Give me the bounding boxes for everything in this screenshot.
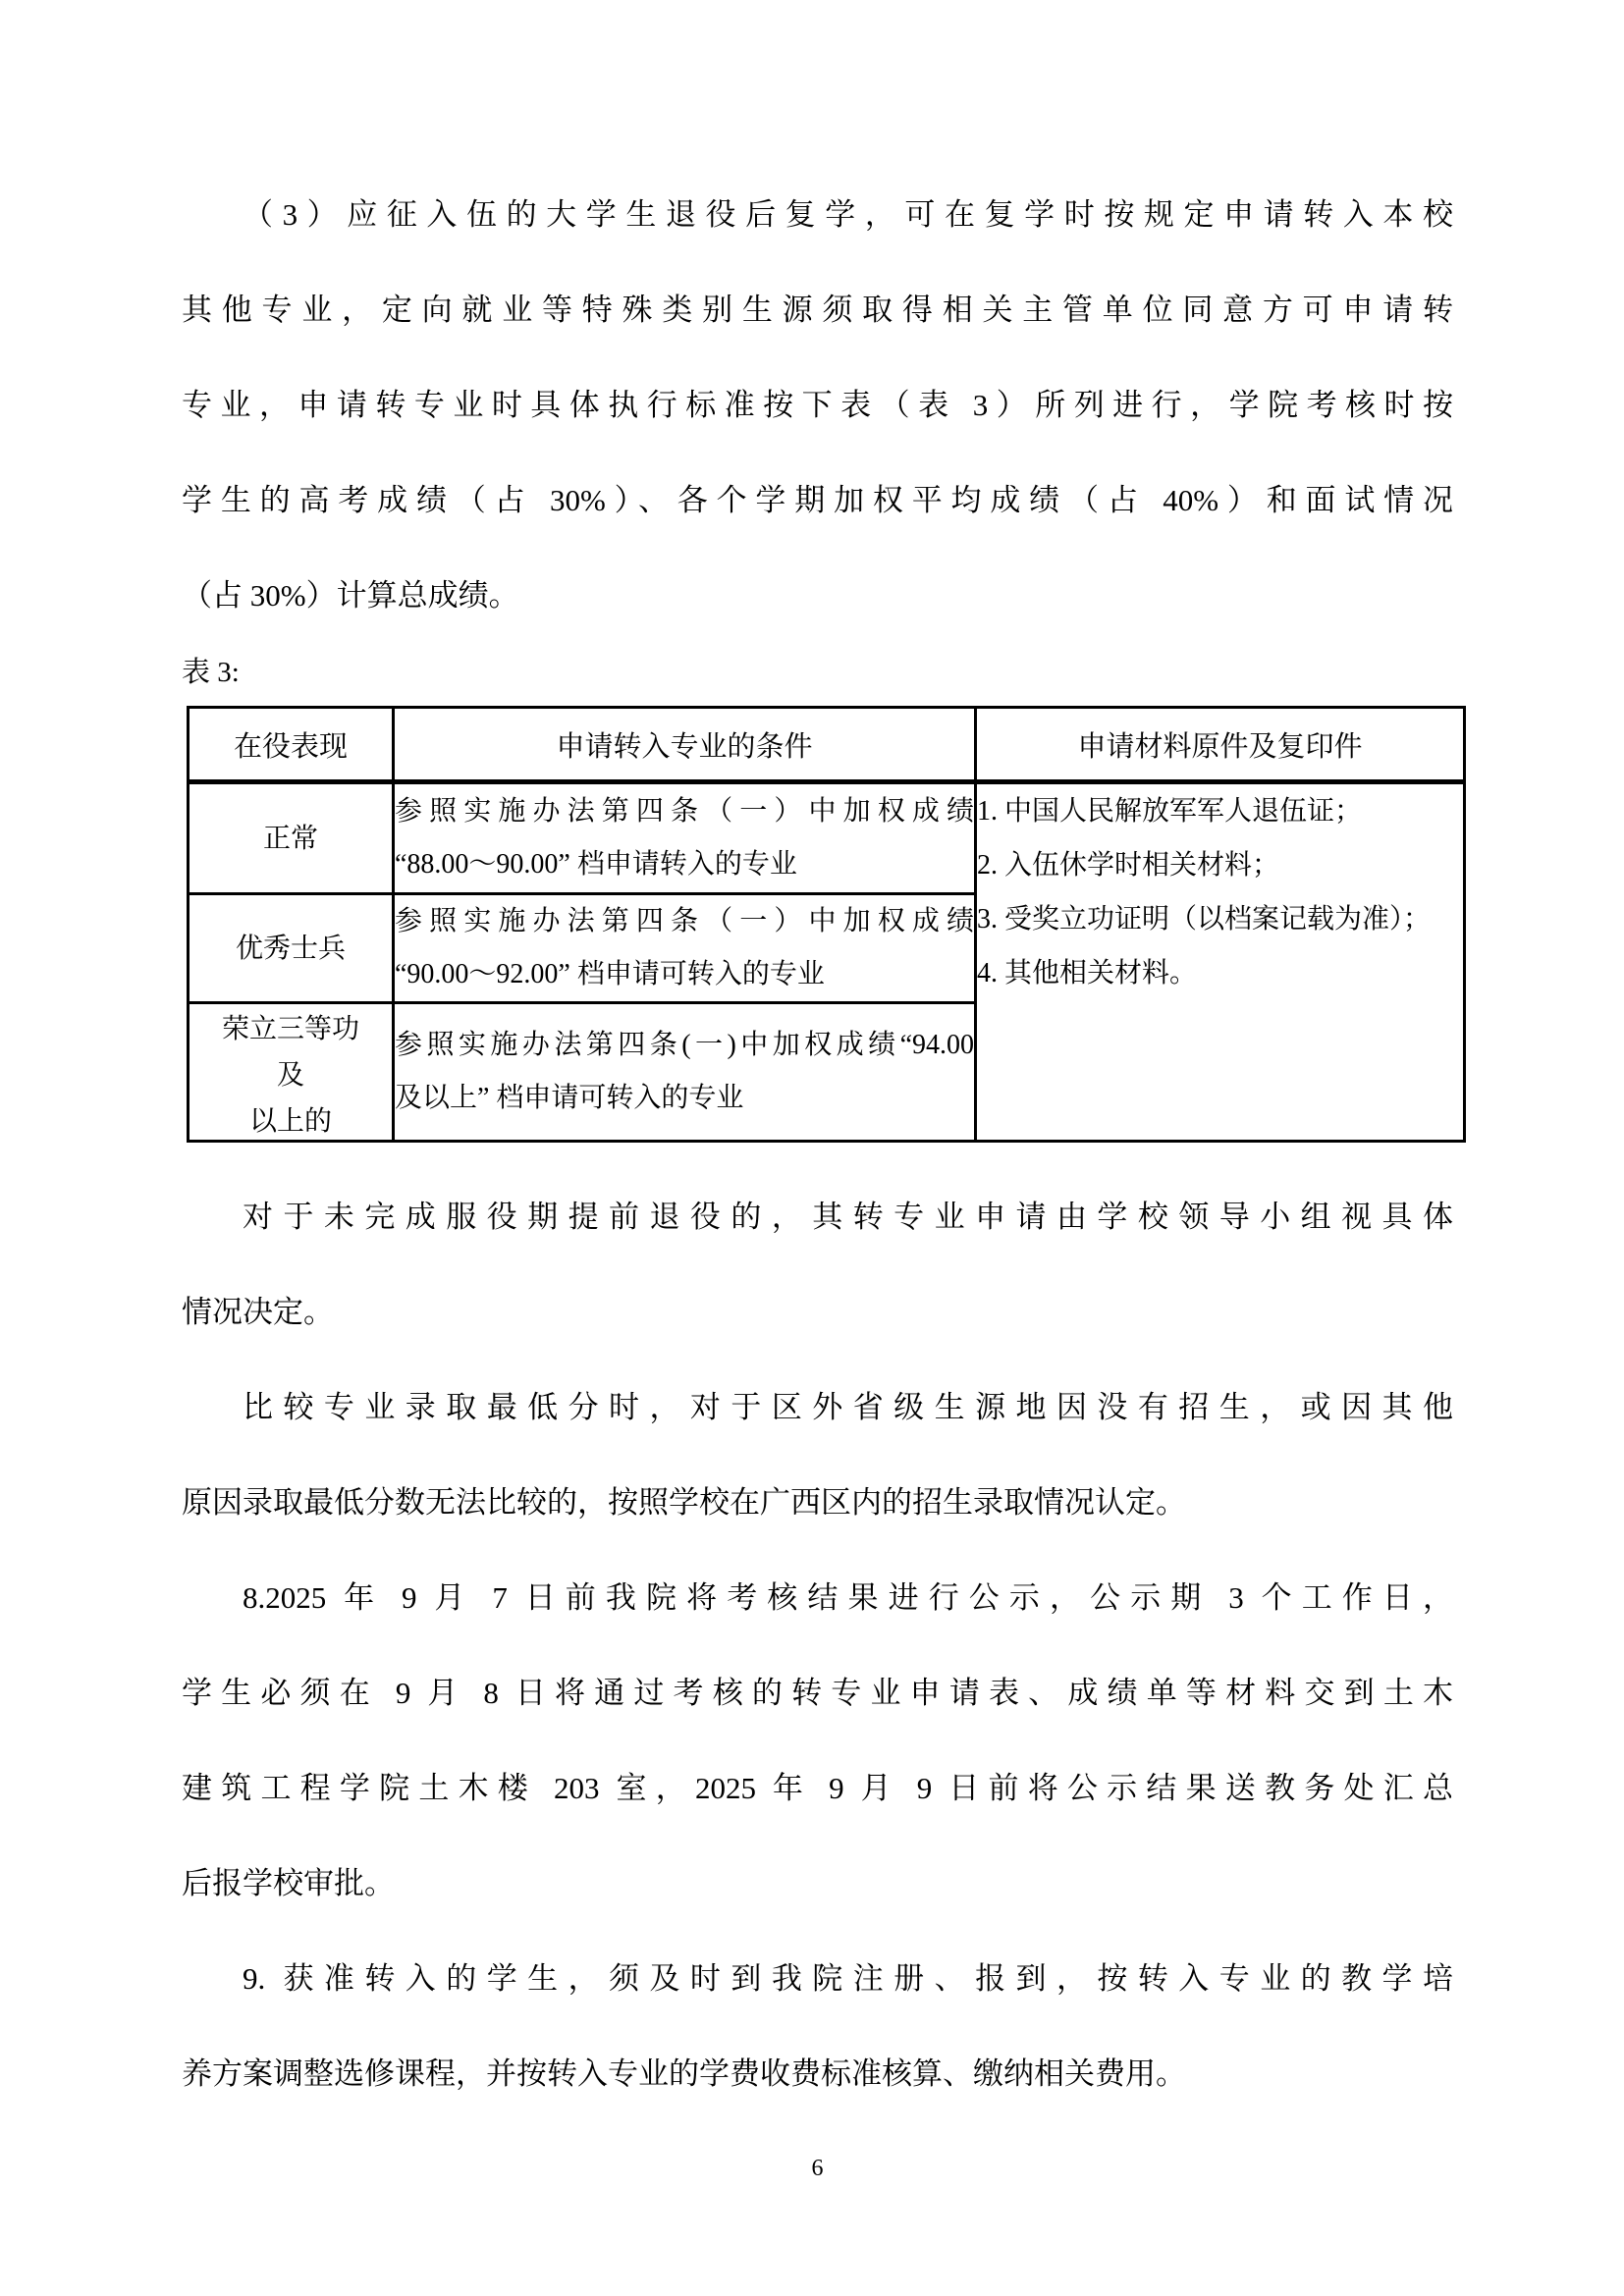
materials-item: 3. 受奖立功证明（以档案记载为准）； <box>977 904 1432 934</box>
paragraph-line: 学生必须在 9 月 8 日将通过考核的转专业申请表、成绩单等材料交到土木 <box>182 1676 1453 1710</box>
status-cell-normal: 正常 <box>189 782 394 894</box>
condition-line: “90.00～92.00” 档申请可转入的专业 <box>395 959 825 989</box>
paragraph-line: 其他专业，定向就业等特殊类别生源须取得相关主管单位同意方可申请转 <box>182 293 1453 327</box>
status-line: 荣立三等功 <box>221 1014 359 1044</box>
paragraph-line: （3）应征入伍的大学生退役后复学，可在复学时按规定申请转入本校 <box>243 197 1453 232</box>
materials-item: 4. 其他相关材料。 <box>977 958 1198 988</box>
paragraph-line: 专业，申请转专业时具体执行标准按下表（表 3）所列进行，学院考核时按 <box>182 388 1453 422</box>
table-header-row <box>189 708 1465 782</box>
condition-cell-normal <box>394 782 976 894</box>
materials-cell <box>976 782 1465 1142</box>
table-3-label: 表 3: <box>182 657 240 688</box>
paragraph-line: 学生的高考成绩（占 30%）、各个学期加权平均成绩（占 40%）和面试情况 <box>182 483 1453 517</box>
materials-item: 2. 入伍休学时相关材料； <box>977 850 1280 881</box>
condition-line: “88.00～90.00” 档申请转入的专业 <box>395 849 797 880</box>
paragraph-line: 8.2025 年 9 月 7 日前我院将考核结果进行公示，公示期 3 个工作日， <box>243 1580 1453 1615</box>
status-text-clipped <box>189 1006 392 1138</box>
paragraph-item-9-registration <box>182 1931 1453 2121</box>
paragraph-transfer-policy <box>182 167 1453 643</box>
paragraph-line: 后报学校审批。 <box>182 1866 395 1900</box>
status-line: 以上的 <box>248 1106 332 1137</box>
materials-item: 1. 中国人民解放军军人退伍证； <box>977 796 1363 827</box>
table-row-normal <box>189 782 1465 894</box>
paragraph-line: 对于未完成服役期提前退役的，其转专业申请由学校领导小组视具体 <box>243 1200 1453 1234</box>
paragraph-early-discharge <box>182 1169 1453 1360</box>
table-3-transfer-criteria <box>187 706 1466 1143</box>
page-number: 6 <box>811 2156 824 2181</box>
condition-line: 参照实施办法第四条(一)中加权成绩“94.00 <box>395 1030 974 1060</box>
col-header-service-performance: 在役表现 <box>189 708 394 782</box>
paragraph-line: 建筑工程学院土木楼 203 室，2025 年 9 月 9 日前将公示结果送教务处汇总 <box>182 1771 1453 1805</box>
condition-line: 参照实施办法第四条（一）中加权成绩 <box>395 906 974 936</box>
paragraph-line: 养方案调整选修课程，并按转入专业的学费收费标准核算、缴纳相关费用。 <box>182 2056 1186 2091</box>
condition-cell-excellent-soldier <box>394 894 976 1003</box>
paragraph-item-8-publicity <box>182 1550 1453 1931</box>
condition-cell-third-class-merit <box>394 1003 976 1142</box>
condition-line: 参照实施办法第四条（一）中加权成绩 <box>395 796 974 827</box>
paragraph-line: （占 30%）计算总成绩。 <box>182 578 519 613</box>
paragraph-minimum-score-comparison <box>182 1360 1453 1550</box>
paragraph-line: 原因录取最低分数无法比较的，按照学校在广西区内的招生录取情况认定。 <box>182 1485 1186 1520</box>
paragraph-line: 9. 获准转入的学生，须及时到我院注册、报到，按转入专业的教学培 <box>243 1961 1453 1996</box>
paragraph-line: 情况决定。 <box>182 1295 334 1329</box>
status-cell-third-class-merit <box>189 1003 394 1142</box>
status-line: 及 <box>276 1060 304 1091</box>
paragraph-line: 比较专业录取最低分时，对于区外省级生源地因没有招生，或因其他 <box>243 1390 1453 1424</box>
col-header-transfer-conditions: 申请转入专业的条件 <box>394 708 976 782</box>
col-header-application-materials: 申请材料原件及复印件 <box>976 708 1465 782</box>
condition-line: 及以上” 档申请可转入的专业 <box>395 1083 744 1113</box>
status-cell-excellent-soldier: 优秀士兵 <box>189 894 394 1003</box>
